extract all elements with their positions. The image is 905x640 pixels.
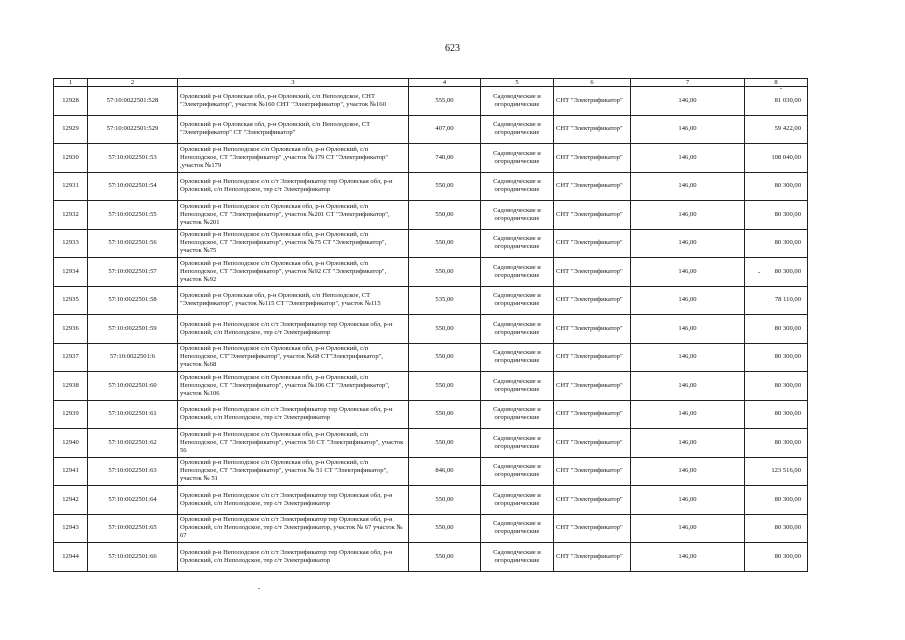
row-number-cell: 12930 bbox=[54, 144, 88, 173]
cadastral-cost-cell: 108 040,00 bbox=[745, 144, 808, 173]
land-use-cell: Садоводческие и огороднические bbox=[481, 372, 554, 401]
organization-cell: СНТ "Электрификатор" bbox=[554, 201, 631, 230]
unit-price-cell: 146,00 bbox=[631, 343, 745, 372]
organization-cell: СНТ "Электрификатор" bbox=[554, 144, 631, 173]
cadastral-number-cell: 57:10:0022501:64 bbox=[88, 486, 178, 515]
row-number-cell: 12943 bbox=[54, 514, 88, 543]
address-cell: Орловский р-н Неполодское с/п Орловская обл, р-н Орловский, с/п Неполодское, СТ "Электрификатор", участок №201 СТ "Электрификатор", участок №201 bbox=[178, 201, 409, 230]
unit-price-cell: 146,00 bbox=[631, 400, 745, 429]
land-use-cell: Садоводческие и огороднические bbox=[481, 429, 554, 458]
cadastral-number-cell: 57:10:0022501:55 bbox=[88, 201, 178, 230]
row-number-cell: 12934 bbox=[54, 258, 88, 287]
land-use-cell: Садоводческие и огороднические bbox=[481, 457, 554, 486]
table-body bbox=[54, 79, 808, 572]
row-number-cell: 12933 bbox=[54, 229, 88, 258]
area-cell: 550,00 bbox=[409, 172, 481, 201]
organization-cell: СНТ "Электрификатор" bbox=[554, 543, 631, 572]
address-cell: Орловский р-н Орловская обл, р-н Орловский, с/п Неполодское, СТ "Электрификатор" СТ "Электрификатор" bbox=[178, 115, 409, 144]
cadastral-cost-cell: 80 300,00 bbox=[745, 400, 808, 429]
area-cell: 550,00 bbox=[409, 372, 481, 401]
row-number-cell: 12938 bbox=[54, 372, 88, 401]
address-cell: Орловский р-н Неполодское с/п с/т Электрификатор тер Орловская обл, р-н Орловский, с/п Неполодское, тер с/т Электрификатор bbox=[178, 315, 409, 344]
scan-speck bbox=[258, 588, 260, 589]
page-number: 623 bbox=[445, 43, 460, 54]
address-cell: Орловский р-н Неполодское с/п Орловская обл, р-н Орловский, с/п Неполодское, СТ "Электрификатор", участок 56 СТ "Электрификатор", участок 56 bbox=[178, 429, 409, 458]
row-number-cell: 12931 bbox=[54, 172, 88, 201]
organization-cell: СНТ "Электрификатор" bbox=[554, 87, 631, 116]
area-cell: 550,00 bbox=[409, 486, 481, 515]
header-cell: 8 bbox=[745, 79, 808, 87]
cadastral-cost-cell: 80 300,00 bbox=[745, 201, 808, 230]
land-use-cell: Садоводческие и огороднические bbox=[481, 400, 554, 429]
table-row bbox=[54, 400, 808, 429]
area-cell: 550,00 bbox=[409, 201, 481, 230]
cadastral-cost-cell: 80 300,00 bbox=[745, 229, 808, 258]
land-use-cell: Садоводческие и огороднические bbox=[481, 229, 554, 258]
organization-cell: СНТ "Электрификатор" bbox=[554, 372, 631, 401]
table-row bbox=[54, 172, 808, 201]
row-number-cell: 12942 bbox=[54, 486, 88, 515]
cadastral-number-cell: 57:10:0022501:60 bbox=[88, 372, 178, 401]
address-cell: Орловский р-н Неполодское с/п Орловская обл, р-н Орловский, с/п Неполодское, СТ "Электрификатор", участок №106 СТ "Электрификатор", участок №106 bbox=[178, 372, 409, 401]
land-use-cell: Садоводческие и огороднические bbox=[481, 172, 554, 201]
row-number-cell: 12944 bbox=[54, 543, 88, 572]
organization-cell: СНТ "Электрификатор" bbox=[554, 258, 631, 287]
row-number-cell: 12928 bbox=[54, 87, 88, 116]
organization-cell: СНТ "Электрификатор" bbox=[554, 457, 631, 486]
unit-price-cell: 146,00 bbox=[631, 229, 745, 258]
address-cell: Орловский р-н Неполодское с/п Орловская обл, р-н Орловский, с/п Неполодское, СТ"Электрификатор", участок №68 СТ"Электрификатор", участок №68 bbox=[178, 343, 409, 372]
table-row bbox=[54, 87, 808, 116]
row-number-cell: 12939 bbox=[54, 400, 88, 429]
cadastral-number-cell: 57:10:0022501:63 bbox=[88, 457, 178, 486]
address-cell: Орловский р-н Неполодское с/п с/т Электрификатор тер Орловская обл, р-н Орловский, с/п Неполодское, тер с/т Электрификатор bbox=[178, 486, 409, 515]
cadastral-cost-cell: 80 300,00 bbox=[745, 543, 808, 572]
cadastral-number-cell: 57:10:0022501:62 bbox=[88, 429, 178, 458]
cadastral-cost-cell: 80 300,00 bbox=[745, 514, 808, 543]
table-row bbox=[54, 372, 808, 401]
table-row bbox=[54, 457, 808, 486]
unit-price-cell: 146,00 bbox=[631, 543, 745, 572]
land-use-cell: Садоводческие и огороднические bbox=[481, 286, 554, 315]
cadastral-cost-cell: 80 300,00 bbox=[745, 486, 808, 515]
area-cell: 846,00 bbox=[409, 457, 481, 486]
cadastral-number-cell: 57:10:0022501:6 bbox=[88, 343, 178, 372]
header-cell: 5 bbox=[481, 79, 554, 87]
header-cell: 1 bbox=[54, 79, 88, 87]
unit-price-cell: 146,00 bbox=[631, 286, 745, 315]
scan-speck bbox=[758, 272, 760, 273]
land-use-cell: Садоводческие и огороднические bbox=[481, 543, 554, 572]
land-use-cell: Садоводческие и огороднические bbox=[481, 144, 554, 173]
organization-cell: СНТ "Электрификатор" bbox=[554, 115, 631, 144]
organization-cell: СНТ "Электрификатор" bbox=[554, 343, 631, 372]
address-cell: Орловский р-н Неполодское с/п с/т Электрификатор тер Орловская обл, р-н Орловский, с/п Неполодское, тер с/т Электрификатор bbox=[178, 400, 409, 429]
area-cell: 550,00 bbox=[409, 514, 481, 543]
land-use-cell: Садоводческие и огороднические bbox=[481, 201, 554, 230]
cadastral-cost-cell: 59 422,00 bbox=[745, 115, 808, 144]
cadastral-cost-cell: 80 300,00 bbox=[745, 372, 808, 401]
land-use-cell: Садоводческие и огороднические bbox=[481, 343, 554, 372]
header-cell: 6 bbox=[554, 79, 631, 87]
land-use-cell: Садоводческие и огороднические bbox=[481, 115, 554, 144]
unit-price-cell: 146,00 bbox=[631, 258, 745, 287]
row-number-cell: 12937 bbox=[54, 343, 88, 372]
table-row bbox=[54, 429, 808, 458]
area-cell: 550,00 bbox=[409, 258, 481, 287]
cadastral-cost-cell: 81 030,00 bbox=[745, 87, 808, 116]
unit-price-cell: 146,00 bbox=[631, 315, 745, 344]
address-cell: Орловский р-н Неполодское с/п Орловская обл, р-н Орловский, с/п Неполодское, СТ "Электрификатор", участок №75 СТ "Электрификатор", участок №75 bbox=[178, 229, 409, 258]
cadastral-cost-cell: 78 110,00 bbox=[745, 286, 808, 315]
organization-cell: СНТ "Электрификатор" bbox=[554, 172, 631, 201]
area-cell: 535,00 bbox=[409, 286, 481, 315]
row-number-cell: 12936 bbox=[54, 315, 88, 344]
unit-price-cell: 146,00 bbox=[631, 87, 745, 116]
header-cell: 4 bbox=[409, 79, 481, 87]
area-cell: 550,00 bbox=[409, 543, 481, 572]
area-cell: 550,00 bbox=[409, 400, 481, 429]
unit-price-cell: 146,00 bbox=[631, 115, 745, 144]
address-cell: Орловский р-н Неполодское с/п Орловская обл, р-н Орловский, с/п Неполодское, СТ "Электрификатор" ,участок №179 СТ "Электрификатор" ,участок №179 bbox=[178, 144, 409, 173]
unit-price-cell: 146,00 bbox=[631, 457, 745, 486]
cadastral-cost-cell: 80 300,00 bbox=[745, 258, 808, 287]
area-cell: 550,00 bbox=[409, 229, 481, 258]
unit-price-cell: 146,00 bbox=[631, 429, 745, 458]
organization-cell: СНТ "Электрификатор" bbox=[554, 400, 631, 429]
table-row bbox=[54, 486, 808, 515]
unit-price-cell: 146,00 bbox=[631, 514, 745, 543]
address-cell: Орловский р-н Неполодское с/п Орловская обл, р-н Орловский, с/п Неполодское, СТ "Электрификатор", участок №92 СТ "Электрификатор", участок №92 bbox=[178, 258, 409, 287]
row-number-cell: 12929 bbox=[54, 115, 88, 144]
row-number-cell: 12932 bbox=[54, 201, 88, 230]
land-use-cell: Садоводческие и огороднические bbox=[481, 87, 554, 116]
address-cell: Орловский р-н Орловская обл, р-н Орловский, с/п Неполодское, СТ "Электрификатор", участок №115 СТ "Электрификатор", участок №115 bbox=[178, 286, 409, 315]
table-row bbox=[54, 229, 808, 258]
cadastral-cost-cell: 80 300,00 bbox=[745, 343, 808, 372]
cadastral-number-cell: 57:10:0022501:59 bbox=[88, 315, 178, 344]
cadastral-number-cell: 57:10:0022501:58 bbox=[88, 286, 178, 315]
cadastral-number-cell: 57:10:0022501:66 bbox=[88, 543, 178, 572]
cadastral-cost-cell: 80 300,00 bbox=[745, 429, 808, 458]
cadastral-cost-cell: 80 300,00 bbox=[745, 172, 808, 201]
unit-price-cell: 146,00 bbox=[631, 201, 745, 230]
table-row bbox=[54, 343, 808, 372]
header-cell: 7 bbox=[631, 79, 745, 87]
row-number-cell: 12935 bbox=[54, 286, 88, 315]
table-row bbox=[54, 144, 808, 173]
area-cell: 407,00 bbox=[409, 115, 481, 144]
land-use-cell: Садоводческие и огороднические bbox=[481, 486, 554, 515]
unit-price-cell: 146,00 bbox=[631, 372, 745, 401]
organization-cell: СНТ "Электрификатор" bbox=[554, 315, 631, 344]
organization-cell: СНТ "Электрификатор" bbox=[554, 286, 631, 315]
land-registry-table bbox=[53, 78, 808, 572]
table-row bbox=[54, 514, 808, 543]
area-cell: 550,00 bbox=[409, 343, 481, 372]
area-cell: 550,00 bbox=[409, 429, 481, 458]
unit-price-cell: 146,00 bbox=[631, 144, 745, 173]
table-row bbox=[54, 315, 808, 344]
land-use-cell: Садоводческие и огороднические bbox=[481, 514, 554, 543]
unit-price-cell: 146,00 bbox=[631, 172, 745, 201]
header-cell: 3 bbox=[178, 79, 409, 87]
organization-cell: СНТ "Электрификатор" bbox=[554, 429, 631, 458]
row-number-cell: 12941 bbox=[54, 457, 88, 486]
address-cell: Орловский р-н Неполодское с/п с/т Электрификатор тер Орловская обл, р-н Орловский, с/п Неполодское, тер с/т Электрификатор, участок № 67 участок № 67 bbox=[178, 514, 409, 543]
cadastral-number-cell: 57:10:0022501:528 bbox=[88, 87, 178, 116]
table-row bbox=[54, 286, 808, 315]
header-cell: 2 bbox=[88, 79, 178, 87]
cadastral-number-cell: 57:10:0022501:53 bbox=[88, 144, 178, 173]
area-cell: 740,00 bbox=[409, 144, 481, 173]
unit-price-cell: 146,00 bbox=[631, 486, 745, 515]
land-use-cell: Садоводческие и огороднические bbox=[481, 258, 554, 287]
cadastral-number-cell: 57:10:0022501:65 bbox=[88, 514, 178, 543]
address-cell: Орловский р-н Неполодское с/п Орловская обл, р-н Орловский, с/п Неполодское, СТ "Электрификатор", участок № 51 СТ "Электрификатор", участок № 51 bbox=[178, 457, 409, 486]
area-cell: 550,00 bbox=[409, 315, 481, 344]
area-cell: 555,00 bbox=[409, 87, 481, 116]
table-row bbox=[54, 201, 808, 230]
land-use-cell: Садоводческие и огороднические bbox=[481, 315, 554, 344]
cadastral-number-cell: 57:10:0022501:57 bbox=[88, 258, 178, 287]
cadastral-number-cell: 57:10:0022501:56 bbox=[88, 229, 178, 258]
cadastral-cost-cell: 123 516,00 bbox=[745, 457, 808, 486]
cadastral-cost-cell: 80 300,00 bbox=[745, 315, 808, 344]
table-row bbox=[54, 258, 808, 287]
cadastral-number-cell: 57:10:0022501:54 bbox=[88, 172, 178, 201]
address-cell: Орловский р-н Неполодское с/п с/т Электрификатор тер Орловская обл, р-н Орловский, с/п Неполодское, тер с/т Электрификатор bbox=[178, 543, 409, 572]
table-header-row bbox=[54, 79, 808, 87]
scan-speck bbox=[780, 88, 782, 89]
row-number-cell: 12940 bbox=[54, 429, 88, 458]
table-row bbox=[54, 115, 808, 144]
cadastral-number-cell: 57:10:0022501:61 bbox=[88, 400, 178, 429]
organization-cell: СНТ "Электрификатор" bbox=[554, 486, 631, 515]
address-cell: Орловский р-н Орловская обл, р-н Орловский, с/п Неполодское, СНТ "Электрификатор", участок №160 СНТ "Электрификатор", участок №160 bbox=[178, 87, 409, 116]
table-row bbox=[54, 543, 808, 572]
organization-cell: СНТ "Электрификатор" bbox=[554, 229, 631, 258]
organization-cell: СНТ "Электрификатор" bbox=[554, 514, 631, 543]
cadastral-number-cell: 57:10:0022501:529 bbox=[88, 115, 178, 144]
address-cell: Орловский р-н Неполодское с/п с/т Электрификатор тер Орловская обл, р-н Орловский, с/п Неполодское, тер с/т Электрификатор bbox=[178, 172, 409, 201]
